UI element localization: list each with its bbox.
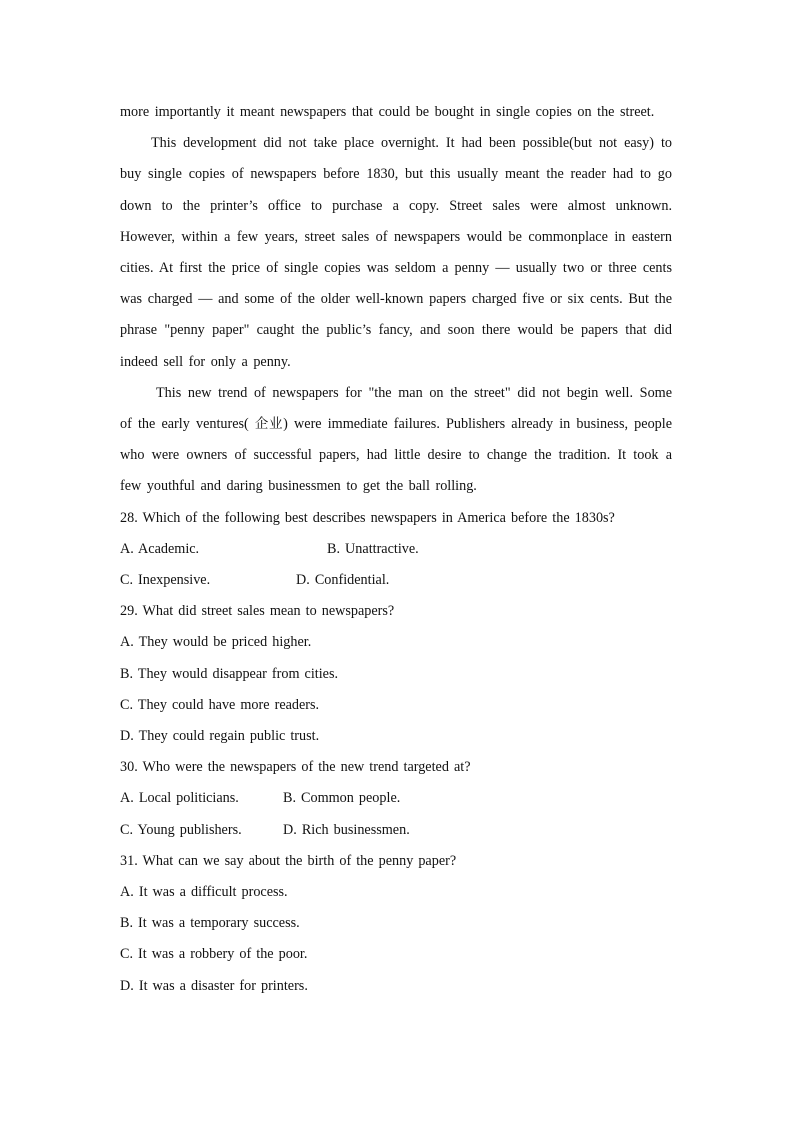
question-31-option-d: D. It was a disaster for printers. [120, 977, 308, 994]
passage-paragraph-1-tail: more importantly it meant newspapers that could be bought in single copies on the street. [120, 104, 655, 120]
chinese-gloss: 企业 [254, 416, 284, 433]
paragraph-3-text-before: This new trend of newspapers for "the man on the street" did not begin well. Some of the early ventures( [120, 384, 672, 433]
page-content [120, 97, 672, 1002]
question-28-option-c: C. Inexpensive. [120, 572, 211, 589]
passage-paragraph-2: This development did not take place overnight. It had been possible(but not easy) to buy single copies of newspapers before 1830, but this usually meant the reader had to go down to the printer’s office to purchase a copy. Street sales were almost unknown. However, within a few years, street sales of newspapers would be commonplace in eastern cities. At first the price of single copies was seldom a penny — usually two or three cents was charged — and some of the older well-known papers charged five or six cents. But the phrase "penny paper" caught the public’s fancy, and soon there would be papers that did indeed sell for only a penny. [120, 135, 672, 370]
question-28-option-b: B. Unattractive. [327, 540, 419, 557]
question-30-option-c: C. Young publishers. [120, 821, 242, 838]
passage-paragraph-3 [120, 378, 672, 503]
question-31-option-a: A. It was a difficult process. [120, 884, 288, 901]
question-30-options-row-2 [120, 815, 672, 846]
question-30-option-a: A. Local politicians. [120, 790, 239, 807]
question-30-stem: 30. Who were the newspapers of the new trend targeted at? [120, 759, 471, 776]
question-31-option-b: B. It was a temporary success. [120, 915, 300, 932]
question-29-option-b: B. They would disappear from cities. [120, 665, 339, 682]
question-30-option-b: B. Common people. [283, 790, 401, 807]
question-28-options-row-1 [120, 534, 672, 565]
question-29-option-a: A. They would be priced higher. [120, 634, 312, 651]
question-30-options-row-1 [120, 783, 672, 814]
paragraph-3-text-after: ) were immediate failures. Publishers already in business, people who were owners of successful papers, had little desire to change the tradition. It took a few youthful and daring businessmen to get the ball rolling. [120, 416, 672, 495]
question-31-stem: 31. What can we say about the birth of the penny paper? [120, 852, 457, 869]
question-30-option-d: D. Rich businessmen. [283, 821, 410, 838]
question-31-option-c: C. It was a robbery of the poor. [120, 946, 308, 963]
question-29-stem: 29. What did street sales mean to newspapers? [120, 603, 395, 620]
question-29-option-d: D. They could regain public trust. [120, 728, 320, 745]
question-28-option-a: A. Academic. [120, 540, 200, 557]
question-29-option-c: C. They could have more readers. [120, 696, 320, 713]
question-28-option-d: D. Confidential. [296, 572, 390, 589]
question-28-stem: 28. Which of the following best describes newspapers in America before the 1830s? [120, 509, 615, 526]
question-28-options-row-2 [120, 565, 672, 596]
